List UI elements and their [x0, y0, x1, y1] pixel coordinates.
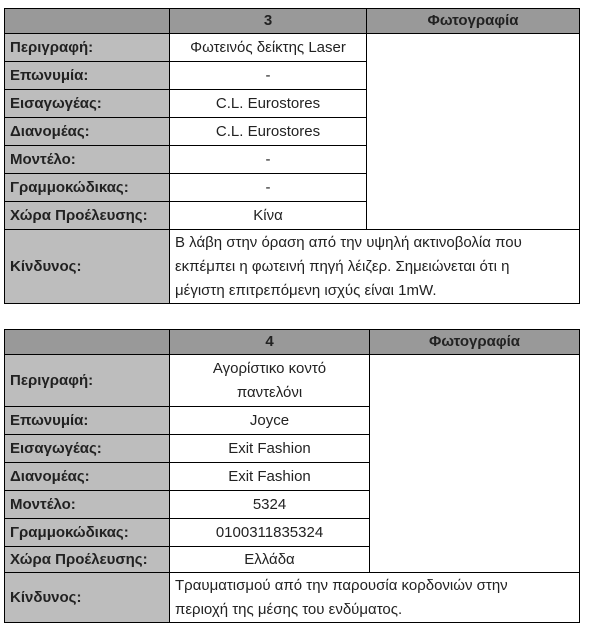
- row-label: Γραμμοκώδικας:: [5, 519, 170, 547]
- row-value: Κίνα: [170, 202, 367, 230]
- product-table-4: [4, 329, 580, 623]
- row-value: Ελλάδα: [170, 547, 370, 573]
- row-value: -: [170, 174, 367, 202]
- row-label: Εισαγωγέας:: [5, 90, 170, 118]
- row-label: Περιγραφή:: [5, 355, 170, 407]
- risk-line: περιοχή της μέσης του ενδύματος.: [175, 600, 403, 618]
- row-label: Περιγραφή:: [5, 34, 170, 62]
- row-value: Exit Fashion: [170, 435, 370, 463]
- row-value: C.L. Eurostores: [170, 90, 367, 118]
- photo-cell: [367, 34, 580, 230]
- risk-line: Β λάβη στην όραση από την υψηλή ακτινοβολία που: [175, 233, 522, 251]
- row-label: Διανομέας:: [5, 463, 170, 491]
- row-value: C.L. Eurostores: [170, 118, 367, 146]
- row-value: -: [170, 146, 367, 174]
- row-value: 5324: [170, 491, 370, 519]
- photo-header: Φωτογραφία: [370, 330, 580, 355]
- risk-line: μέγιστη επιτρεπόμενη ισχύς είναι 1mW.: [175, 281, 437, 299]
- header-empty-cell: [5, 330, 170, 355]
- risk-text: [170, 573, 580, 623]
- header-empty-cell: [5, 9, 170, 34]
- risk-line: Τραυματισμού από την παρουσία κορδονιών στην: [175, 576, 508, 594]
- row-value: -: [170, 62, 367, 90]
- table-number: 4: [170, 330, 370, 355]
- row-value: [170, 355, 370, 407]
- row-value: 0100311835324: [170, 519, 370, 547]
- row-label: Χώρα Προέλευσης:: [5, 547, 170, 573]
- row-label: Επωνυμία:: [5, 62, 170, 90]
- row-label: Μοντέλο:: [5, 491, 170, 519]
- row-label: Εισαγωγέας:: [5, 435, 170, 463]
- risk-label: Κίνδυνος:: [5, 573, 170, 623]
- row-value-line: παντελόνι: [236, 383, 303, 401]
- row-value-line: Αγορίστικο κοντό: [212, 359, 327, 377]
- row-value: Exit Fashion: [170, 463, 370, 491]
- photo-cell: [370, 355, 580, 573]
- row-label: Γραμμοκώδικας:: [5, 174, 170, 202]
- row-label: Επωνυμία:: [5, 407, 170, 435]
- risk-line: εκπέμπει η φωτεινή πηγή λέιζερ. Σημειώνεται ότι η: [175, 257, 510, 275]
- table-number: 3: [170, 9, 367, 34]
- row-value: Φωτεινός δείκτης Laser: [170, 34, 367, 62]
- photo-header: Φωτογραφία: [367, 9, 580, 34]
- row-label: Διανομέας:: [5, 118, 170, 146]
- row-value: Joyce: [170, 407, 370, 435]
- risk-label: Κίνδυνος:: [5, 230, 170, 304]
- row-label: Μοντέλο:: [5, 146, 170, 174]
- product-table-3: [4, 8, 580, 304]
- row-label: Χώρα Προέλευσης:: [5, 202, 170, 230]
- risk-text: [170, 230, 580, 304]
